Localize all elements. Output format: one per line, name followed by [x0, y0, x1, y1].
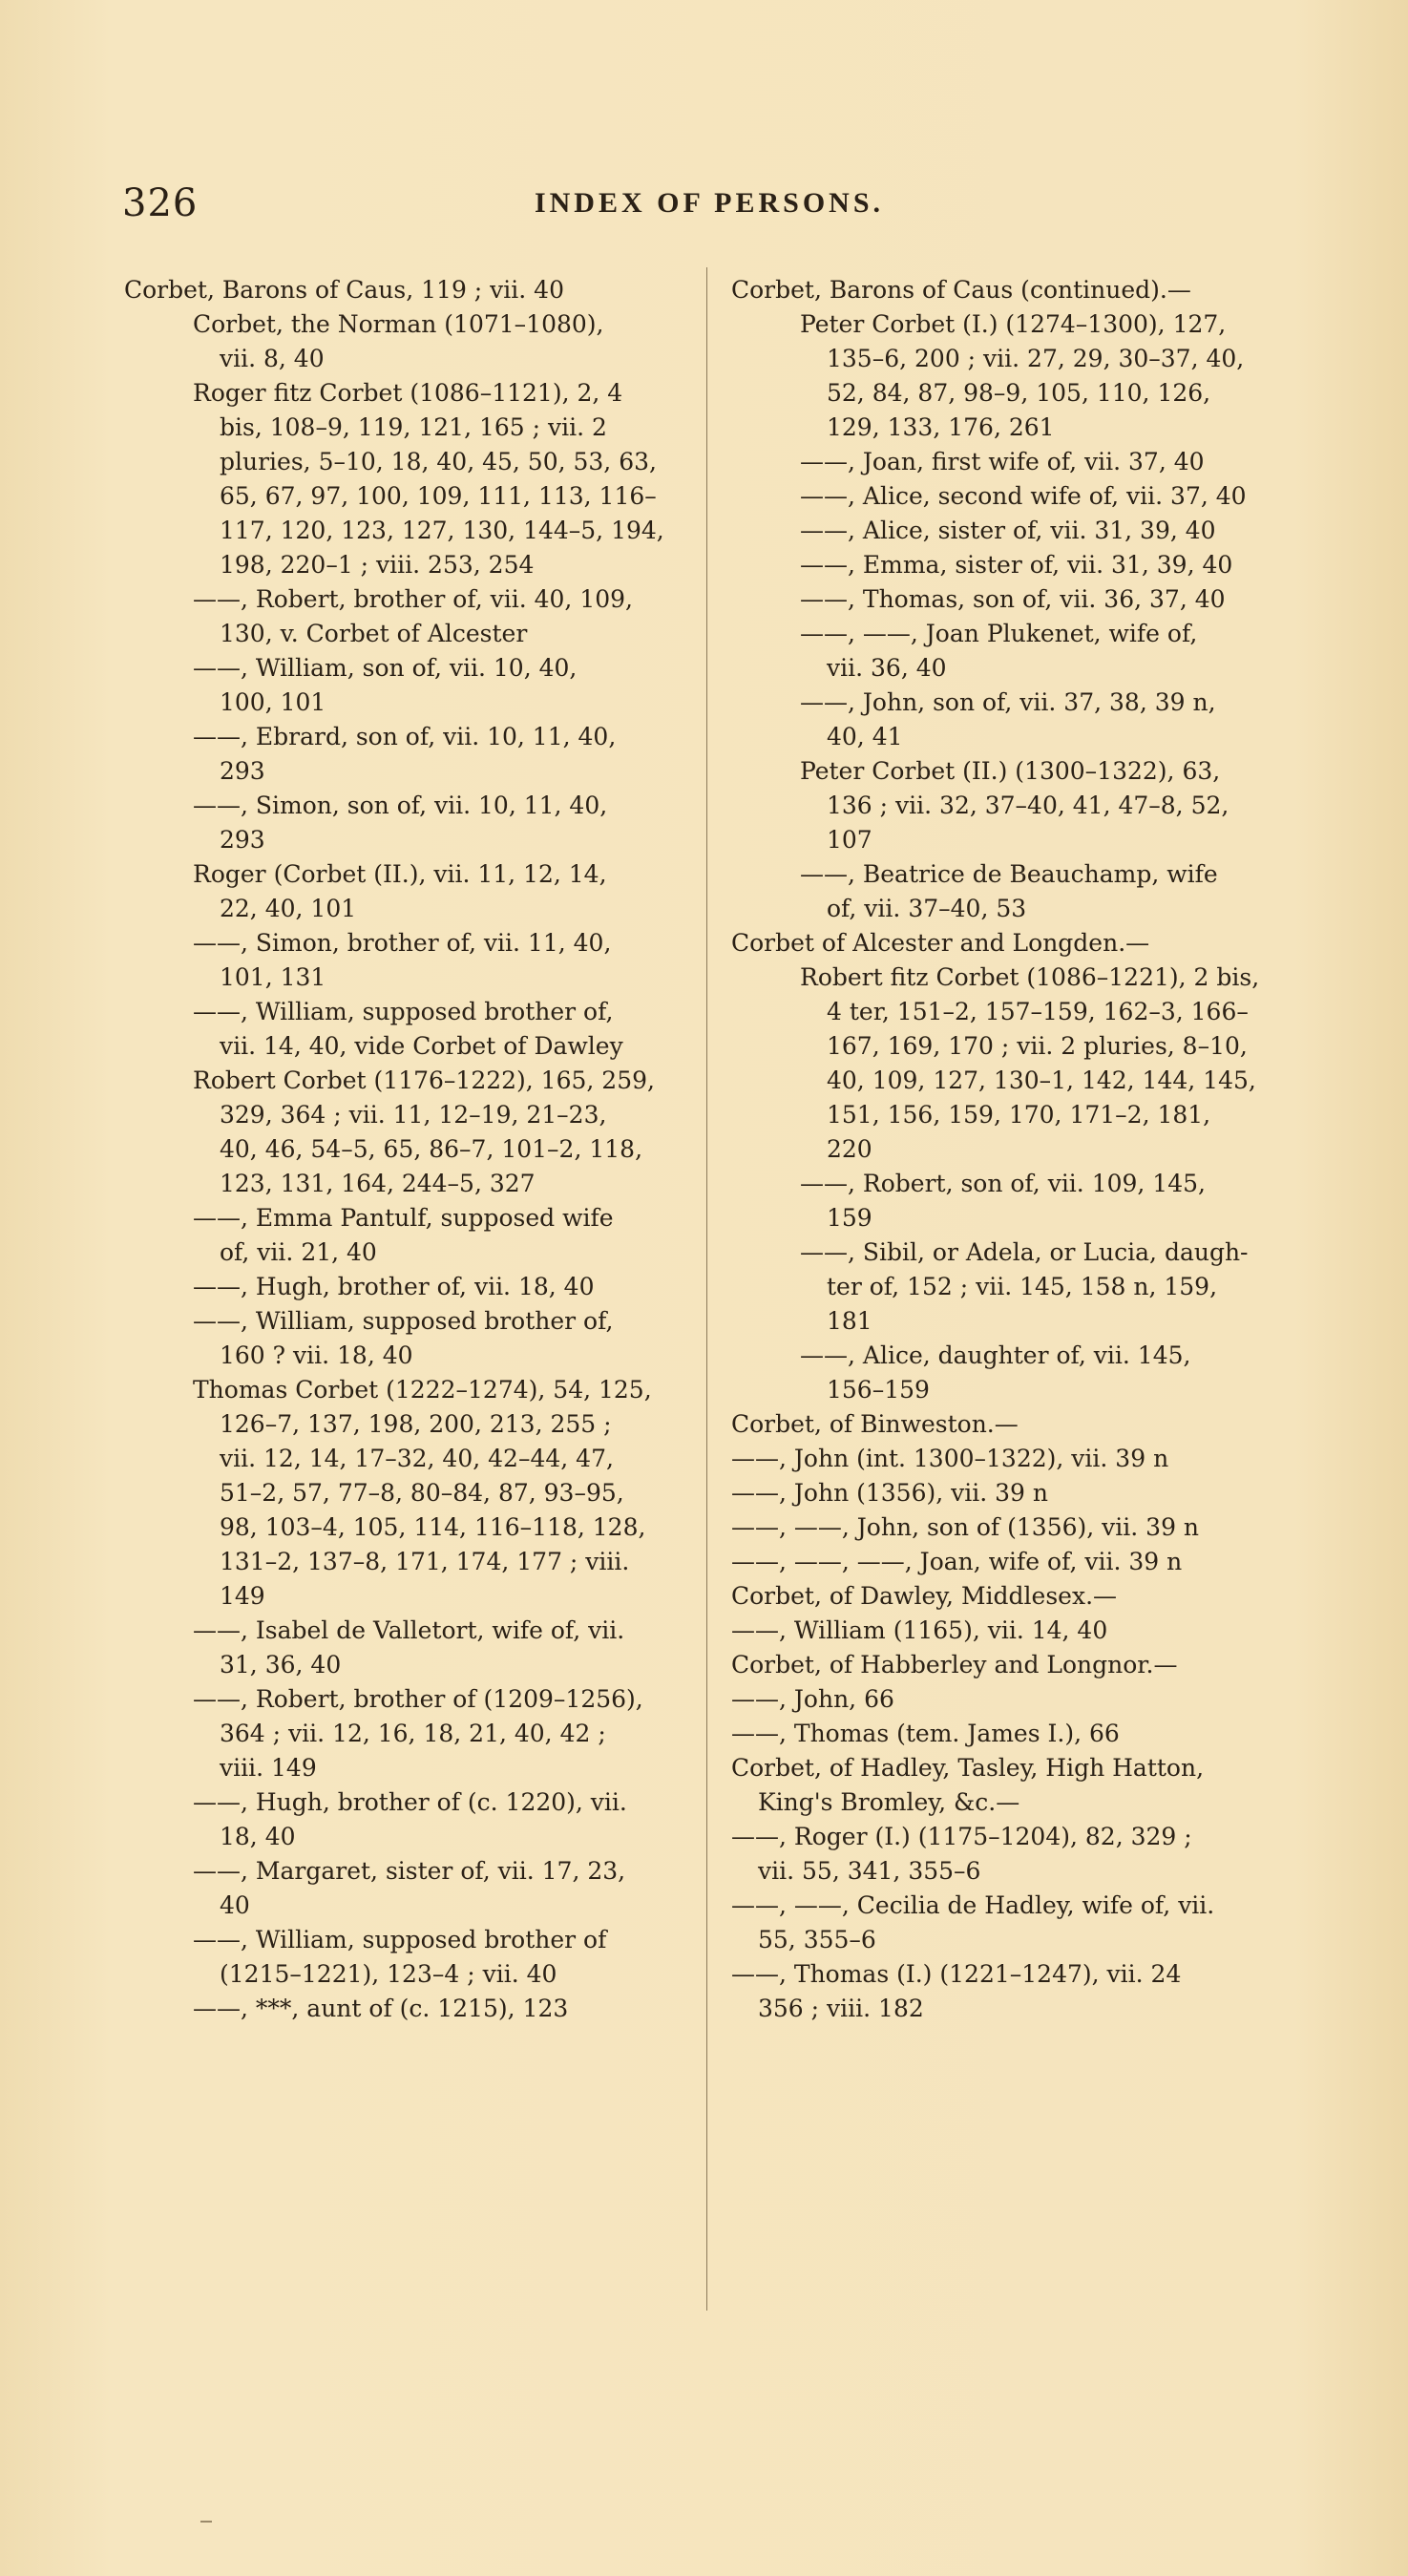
index-entry-continuation: vii. 14, 40, vide Corbet of Dawley — [220, 1032, 623, 1060]
index-entry-continuation: 130, v. Corbet of Alcester — [220, 620, 528, 647]
index-entry: ——, ——, John, son of (1356), vii. 39 n — [731, 1513, 1200, 1541]
index-entry: ——, John (int. 1300–1322), vii. 39 n — [731, 1445, 1169, 1472]
index-entry: ——, John (1356), vii. 39 n — [731, 1479, 1049, 1507]
index-heading: Corbet, Barons of Caus, 119 ; vii. 40 — [124, 276, 564, 304]
index-entry: ——, William, supposed brother of, — [193, 998, 614, 1025]
index-entry-continuation: 123, 131, 164, 244–5, 327 — [220, 1170, 536, 1197]
printer-mark — [200, 2521, 212, 2523]
index-entry: ——, Ebrard, son of, vii. 10, 11, 40, — [193, 723, 617, 750]
page-number: 326 — [122, 181, 199, 225]
index-entry: ——, William, supposed brother of, — [193, 1307, 614, 1335]
index-entry: ——, Robert, brother of (1209–1256), — [193, 1685, 643, 1713]
index-entry-continuation: 40, 46, 54–5, 65, 86–7, 101–2, 118, — [220, 1135, 643, 1163]
index-entry: ——, Roger (I.) (1175–1204), 82, 329 ; — [731, 1823, 1192, 1850]
index-entry-continuation: 156–159 — [827, 1376, 930, 1404]
index-entry: Robert fitz Corbet (1086–1221), 2 bis, — [800, 963, 1260, 991]
index-entry-continuation: 136 ; vii. 32, 37–40, 41, 47–8, 52, — [827, 792, 1229, 819]
index-entry: ——, Emma, sister of, vii. 31, 39, 40 — [800, 551, 1233, 579]
index-entry-continuation: 98, 103–4, 105, 114, 116–118, 128, — [220, 1513, 646, 1541]
index-entry-continuation: 22, 40, 101 — [220, 895, 357, 922]
index-entry: ——, Simon, brother of, vii. 11, 40, — [193, 929, 612, 957]
index-entry: ——, Alice, sister of, vii. 31, 39, 40 — [800, 517, 1216, 544]
index-entry-continuation: vii. 36, 40 — [827, 654, 947, 682]
index-entry: ——, Robert, son of, vii. 109, 145, — [800, 1170, 1206, 1197]
index-entry-continuation: 356 ; viii. 182 — [758, 1995, 924, 2022]
index-entry: Corbet, the Norman (1071–1080), — [193, 310, 604, 338]
index-entry: ——, John, 66 — [731, 1685, 894, 1713]
index-entry: ——, Robert, brother of, vii. 40, 109, — [193, 585, 633, 613]
index-entry: ——, Hugh, brother of (c. 1220), vii. — [193, 1788, 627, 1816]
index-entry-continuation: 167, 169, 170 ; vii. 2 pluries, 8–10, — [827, 1032, 1248, 1060]
index-entry: ——, William (1165), vii. 14, 40 — [731, 1616, 1108, 1644]
index-entry-continuation: 198, 220–1 ; viii. 253, 254 — [220, 551, 535, 579]
index-entry-continuation: 101, 131 — [220, 963, 326, 991]
index-entry: ——, John, son of, vii. 37, 38, 39 n, — [800, 688, 1216, 716]
index-entry-continuation: 52, 84, 87, 98–9, 105, 110, 126, — [827, 379, 1211, 407]
index-entry: ——, Hugh, brother of, vii. 18, 40 — [193, 1273, 595, 1300]
index-entry-continuation: 129, 133, 176, 261 — [827, 413, 1055, 441]
index-entry-continuation: 4 ter, 151–2, 157–159, 162–3, 166– — [827, 998, 1249, 1025]
index-entry: Peter Corbet (II.) (1300–1322), 63, — [800, 757, 1221, 785]
index-entry: ——, Simon, son of, vii. 10, 11, 40, — [193, 792, 608, 819]
index-entry-continuation: 31, 36, 40 — [220, 1651, 342, 1679]
index-entry: ——, Alice, second wife of, vii. 37, 40 — [800, 482, 1247, 510]
index-entry-continuation: 117, 120, 123, 127, 130, 144–5, 194, — [220, 517, 664, 544]
index-entry-continuation: 55, 355–6 — [758, 1926, 876, 1953]
index-entry-continuation: 151, 156, 159, 170, 171–2, 181, — [827, 1101, 1211, 1129]
index-entry-continuation: 40, 41 — [827, 723, 903, 750]
index-heading: Corbet, of Hadley, Tasley, High Hatton, — [731, 1754, 1205, 1782]
index-entry-continuation: of, vii. 21, 40 — [220, 1238, 377, 1266]
index-entry-continuation: 65, 67, 97, 100, 109, 111, 113, 116– — [220, 482, 657, 510]
index-entry-continuation: 40, 109, 127, 130–1, 142, 144, 145, — [827, 1066, 1256, 1094]
index-entry-continuation: 51–2, 57, 77–8, 80–84, 87, 93–95, — [220, 1479, 624, 1507]
index-entry-continuation: 107 — [827, 826, 872, 854]
index-entry-continuation: King's Bromley, &c.— — [758, 1788, 1020, 1816]
index-entry-continuation: 131–2, 137–8, 171, 174, 177 ; viii. — [220, 1548, 630, 1575]
index-entry-continuation: bis, 108–9, 119, 121, 165 ; vii. 2 — [220, 413, 607, 441]
index-entry: Peter Corbet (I.) (1274–1300), 127, — [800, 310, 1227, 338]
index-entry-continuation: 135–6, 200 ; vii. 27, 29, 30–37, 40, — [827, 345, 1245, 372]
index-entry-continuation: 149 — [220, 1582, 265, 1610]
index-entry-continuation: 293 — [220, 757, 265, 785]
index-column-left — [124, 273, 697, 2026]
index-entry-continuation: (1215–1221), 123–4 ; vii. 40 — [220, 1960, 557, 1988]
index-entry: ——, Thomas (tem. James I.), 66 — [731, 1720, 1120, 1747]
column-divider — [706, 267, 707, 2311]
index-entry-continuation: 329, 364 ; vii. 11, 12–19, 21–23, — [220, 1101, 607, 1129]
index-entry: ——, ——, Cecilia de Hadley, wife of, vii. — [731, 1891, 1215, 1919]
index-entry: ——, ——, ——, Joan, wife of, vii. 39 n — [731, 1548, 1183, 1575]
index-heading: Corbet, of Binweston.— — [731, 1410, 1019, 1438]
index-entry-continuation: 40 — [220, 1891, 250, 1919]
running-head: INDEX OF PERSONS. — [534, 187, 885, 219]
page-header — [122, 181, 1296, 229]
index-entry-continuation: of, vii. 37–40, 53 — [827, 895, 1027, 922]
index-heading: Corbet, of Dawley, Middlesex.— — [731, 1582, 1118, 1610]
index-entry: Roger fitz Corbet (1086–1121), 2, 4 — [193, 379, 623, 407]
index-entry: ——, Joan, first wife of, vii. 37, 40 — [800, 448, 1205, 475]
index-column-right — [731, 273, 1308, 2026]
index-entry-continuation: vii. 12, 14, 17–32, 40, 42–44, 47, — [220, 1445, 614, 1472]
index-entry: Roger (Corbet (II.), vii. 11, 12, 14, — [193, 860, 607, 888]
index-entry-continuation: vii. 55, 341, 355–6 — [758, 1857, 981, 1885]
index-heading: Corbet of Alcester and Longden.— — [731, 929, 1150, 957]
index-entry: ——, Sibil, or Adela, or Lucia, daugh- — [800, 1238, 1249, 1266]
index-entry: ——, Beatrice de Beauchamp, wife — [800, 860, 1218, 888]
index-entry-continuation: 181 — [827, 1307, 872, 1335]
index-entry: ——, William, supposed brother of — [193, 1926, 607, 1953]
index-entry-continuation: 364 ; vii. 12, 16, 18, 21, 40, 42 ; — [220, 1720, 606, 1747]
index-entry-continuation: 293 — [220, 826, 265, 854]
index-entry: Robert Corbet (1176–1222), 165, 259, — [193, 1066, 655, 1094]
index-entry: ——, Thomas, son of, vii. 36, 37, 40 — [800, 585, 1226, 613]
index-entry: ——, ***, aunt of (c. 1215), 123 — [193, 1995, 569, 2022]
index-entry-continuation: 100, 101 — [220, 688, 326, 716]
index-entry-continuation: 126–7, 137, 198, 200, 213, 255 ; — [220, 1410, 612, 1438]
index-entry-continuation: 18, 40 — [220, 1823, 296, 1850]
index-entry: ——, ——, Joan Plukenet, wife of, — [800, 620, 1198, 647]
index-entry-continuation: 159 — [827, 1204, 872, 1232]
index-entry: ——, Isabel de Valletort, wife of, vii. — [193, 1616, 625, 1644]
index-entry: ——, Emma Pantulf, supposed wife — [193, 1204, 614, 1232]
index-entry: ——, Thomas (I.) (1221–1247), vii. 24 — [731, 1960, 1182, 1988]
index-entry: ——, Margaret, sister of, vii. 17, 23, — [193, 1857, 626, 1885]
index-heading: Corbet, Barons of Caus (continued).— — [731, 276, 1191, 304]
index-entry: Thomas Corbet (1222–1274), 54, 125, — [193, 1376, 652, 1404]
index-entry-continuation: pluries, 5–10, 18, 40, 45, 50, 53, 63, — [220, 448, 657, 475]
index-entry-continuation: vii. 8, 40 — [220, 345, 325, 372]
index-heading: Corbet, of Habberley and Longnor.— — [731, 1651, 1178, 1679]
index-entry: ——, William, son of, vii. 10, 40, — [193, 654, 578, 682]
index-entry: ——, Alice, daughter of, vii. 145, — [800, 1341, 1191, 1369]
index-entry-continuation: 220 — [827, 1135, 872, 1163]
index-entry-continuation: 160 ? vii. 18, 40 — [220, 1341, 413, 1369]
index-entry-continuation: ter of, 152 ; vii. 145, 158 n, 159, — [827, 1273, 1218, 1300]
index-entry-continuation: viii. 149 — [220, 1754, 317, 1782]
